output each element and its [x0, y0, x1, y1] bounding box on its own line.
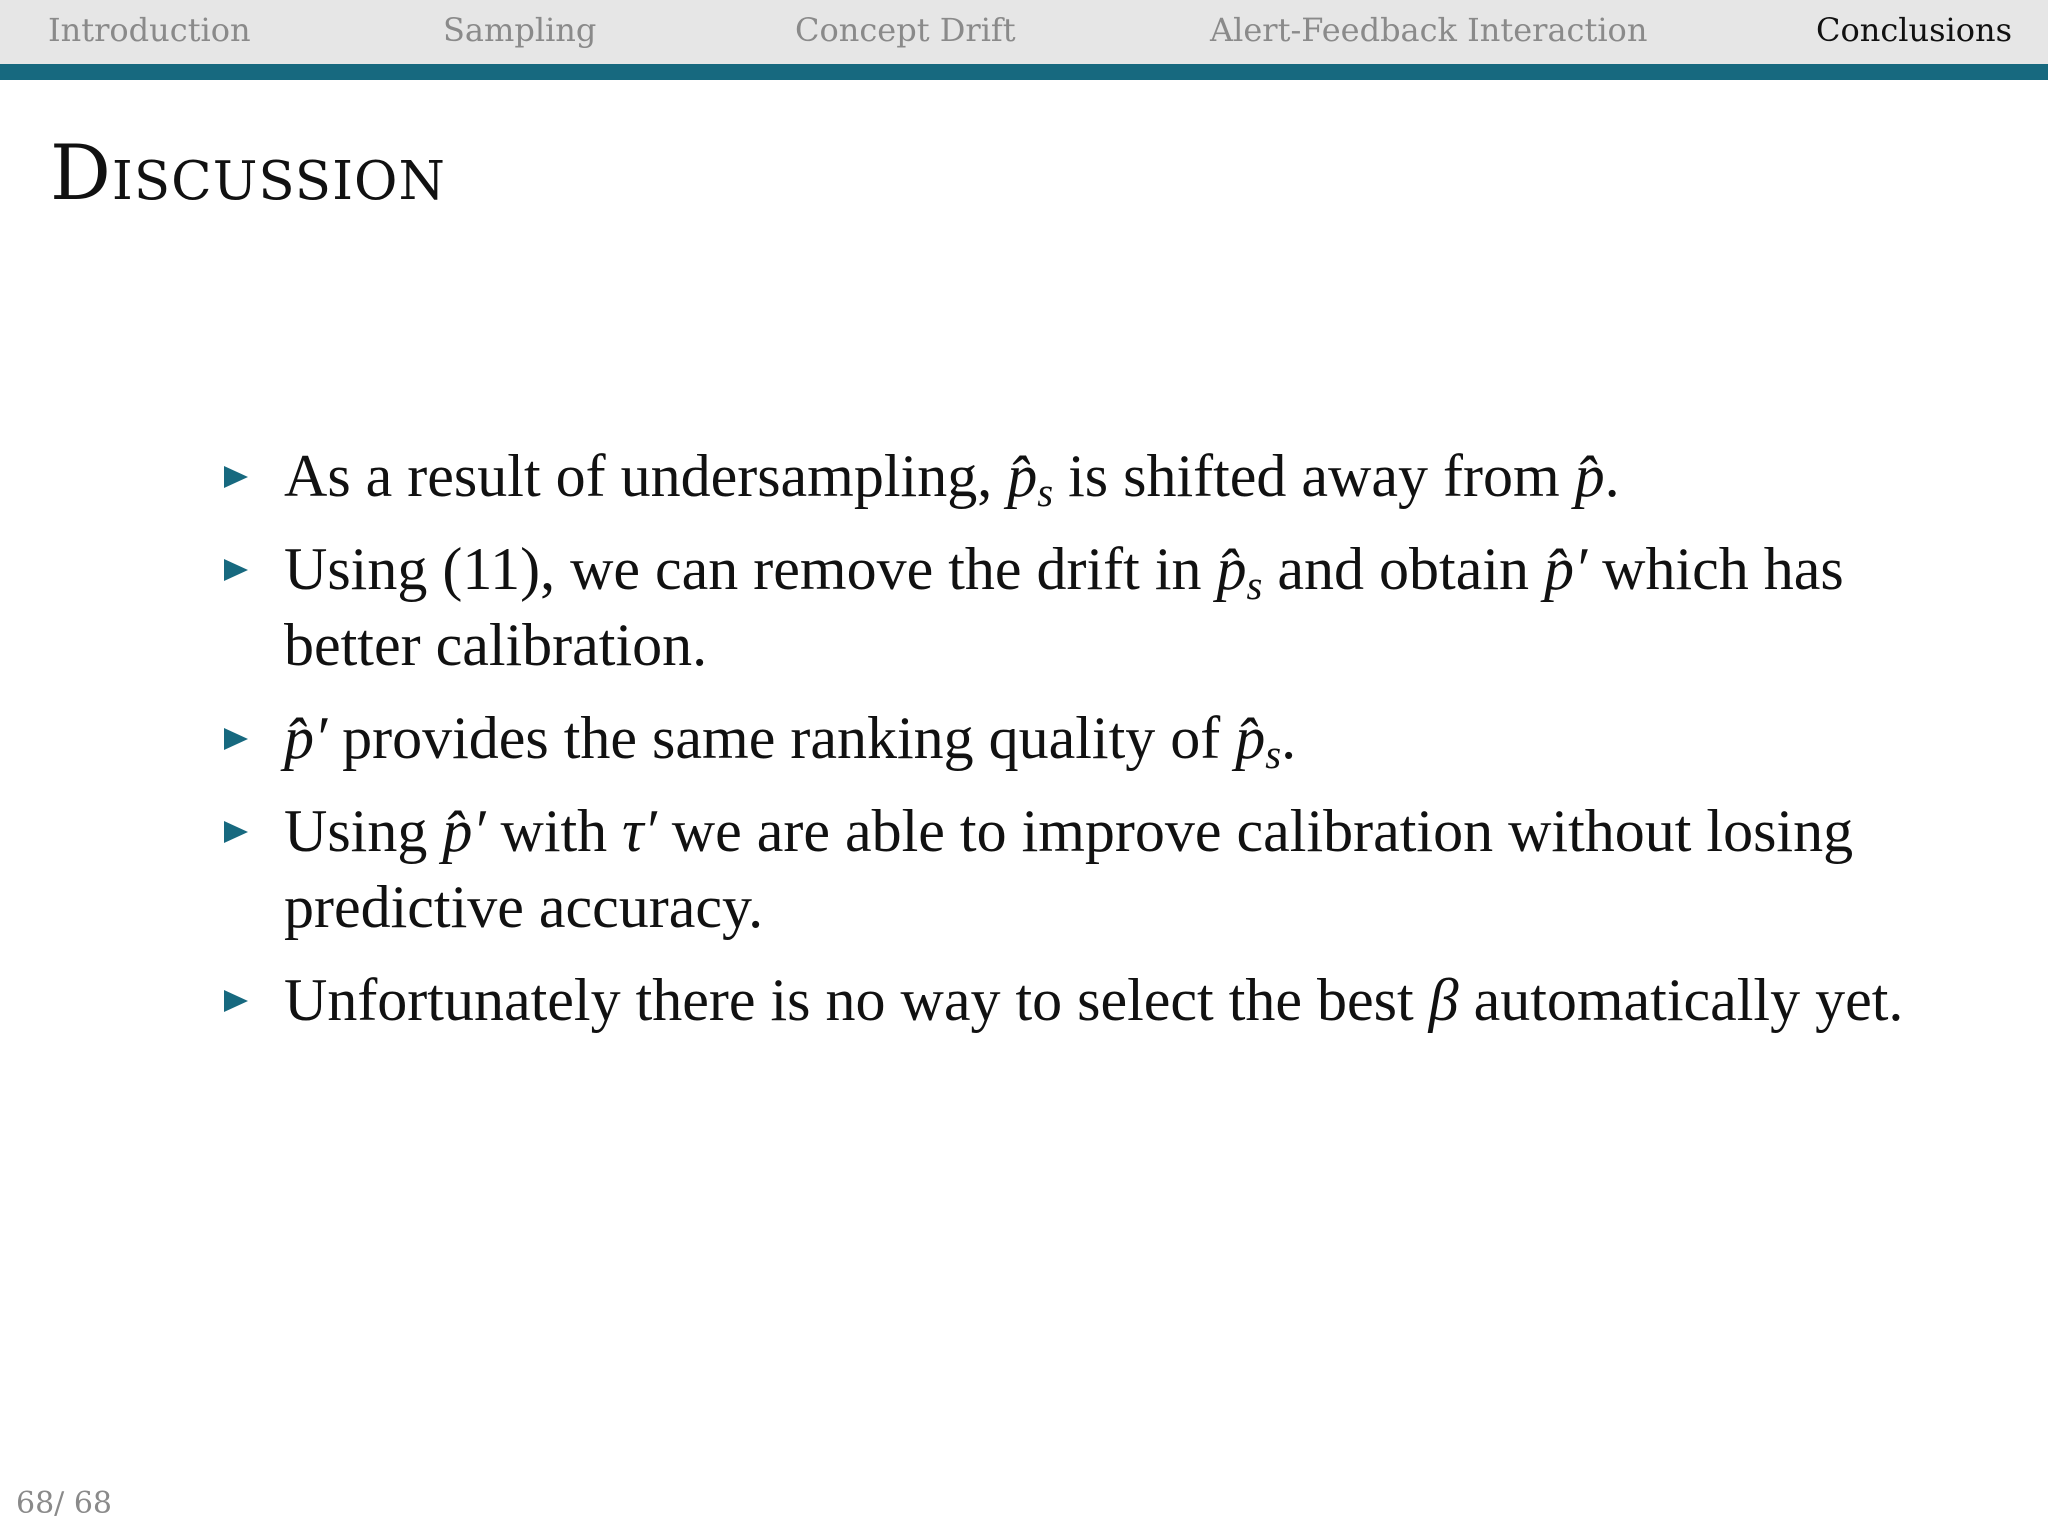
triangle-bullet-icon: [224, 559, 248, 581]
math-p-hat: p̂: [1574, 443, 1605, 509]
math-p-hat-prime: p̂′: [1544, 536, 1588, 602]
nav-item-alert-feedback-interaction[interactable]: Alert-Feedback Interaction: [1210, 11, 1648, 49]
bullet-item-3: [220, 700, 1920, 776]
bullet-item-4: [220, 793, 1920, 945]
bullet-list: [220, 438, 1920, 1055]
bullet-text: .: [1604, 443, 1620, 509]
slide-title: Discussion: [50, 128, 446, 217]
math-p-hat-prime: p̂′: [284, 705, 328, 771]
header-accent-rule: [0, 64, 2048, 80]
bullet-text: provides the same ranking quality of: [327, 705, 1236, 771]
bullet-text: with: [485, 798, 623, 864]
bullet-text: and obtain: [1262, 536, 1544, 602]
triangle-bullet-icon: [224, 728, 248, 750]
math-tau-prime: τ′: [622, 798, 657, 864]
bullet-item-5: [220, 962, 1920, 1038]
nav-item-introduction[interactable]: Introduction: [48, 11, 251, 49]
math-p-hat-s: $p̂_s$: [1235, 705, 1282, 778]
bullet-text: is shifted away from: [1053, 443, 1575, 509]
nav-item-sampling[interactable]: Sampling: [443, 11, 597, 49]
nav-item-conclusions[interactable]: Conclusions: [1816, 11, 2013, 49]
bullet-text: Unfortunately there is no way to select the best: [284, 967, 1429, 1033]
triangle-bullet-icon: [224, 990, 248, 1012]
math-p-hat-s: $p̂_s$: [1216, 536, 1263, 609]
bullet-item-1: [220, 438, 1920, 514]
bullet-text: we are able to improve calibration without losing predictive accuracy.: [284, 798, 1854, 940]
math-beta: β: [1428, 967, 1459, 1033]
triangle-bullet-icon: [224, 821, 248, 843]
bullet-text: Using (11), we can remove the drift in: [284, 536, 1217, 602]
triangle-bullet-icon: [224, 466, 248, 488]
bullet-item-2: [220, 531, 1920, 683]
math-p-hat: $p̂_s$: [1007, 443, 1054, 516]
bullet-text: .: [1281, 705, 1297, 771]
nav-item-concept-drift[interactable]: Concept Drift: [795, 11, 1016, 49]
bullet-text: As a result of undersampling,: [284, 443, 1008, 509]
section-navigation-bar: [0, 0, 2048, 64]
page-number: 68/ 68: [16, 1486, 112, 1521]
math-p-hat-prime: p̂′: [442, 798, 486, 864]
bullet-text: which has better calibration.: [284, 536, 1844, 678]
bullet-text: Using: [284, 798, 443, 864]
bullet-text: automatically yet.: [1458, 967, 1904, 1033]
